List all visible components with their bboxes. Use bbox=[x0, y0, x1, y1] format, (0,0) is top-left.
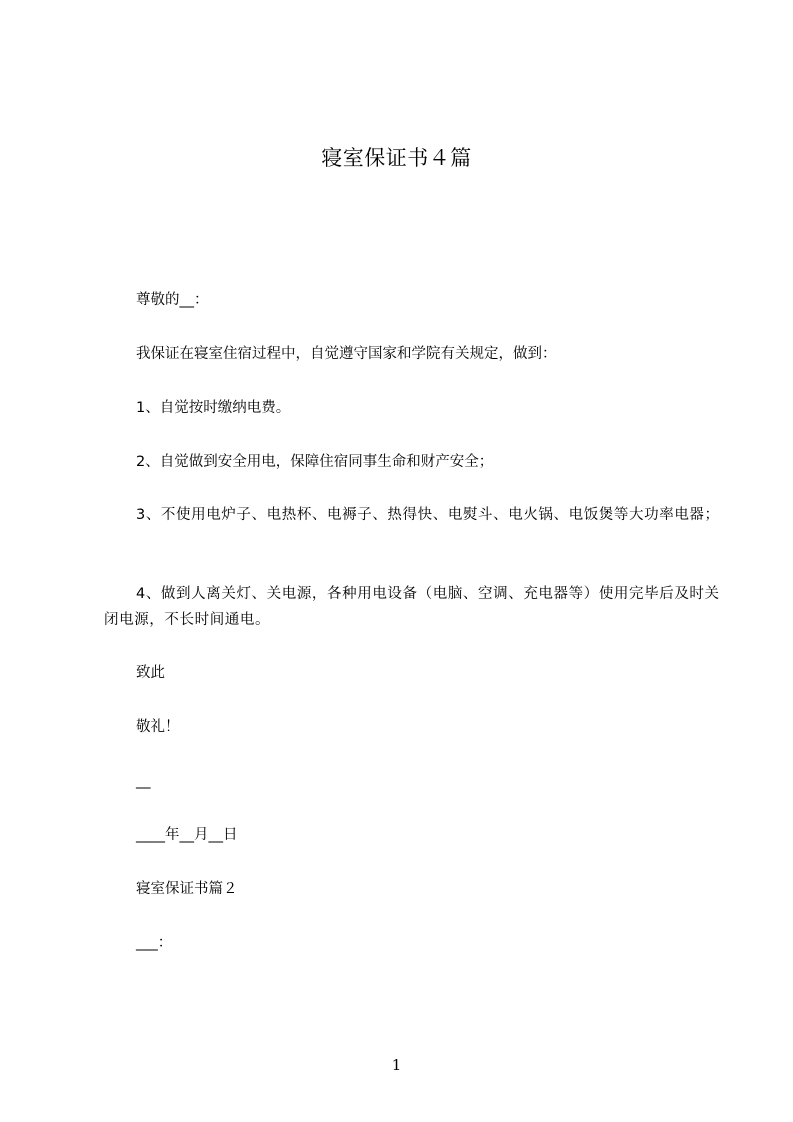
item-3: 3、不使用电炉子、电热杯、电褥子、热得快、电熨斗、电火锅、电饭煲等大功率电器； bbox=[136, 507, 720, 523]
date-line: ____年__月__日 bbox=[136, 827, 238, 843]
document-title: 寝室保证书４篇 bbox=[321, 146, 472, 170]
item-1: 1、自觉按时缴纳电费。 bbox=[136, 400, 291, 416]
section-heading-2: 寝室保证书篇２ bbox=[136, 881, 238, 897]
item-2: 2、自觉做到安全用电，保障住宿同事生命和财产安全； bbox=[136, 454, 494, 470]
intro-paragraph: 我保证在寝室住宿过程中，自觉遵守国家和学院有关规定，做到： bbox=[136, 346, 557, 362]
closing-line: 致此 bbox=[136, 665, 165, 681]
salutation-2: ___： bbox=[136, 935, 173, 951]
item-4: 4、做到人离关灯、关电源，各种用电设备（电脑、空调、充电器等）使用完毕后及时关闭电源，不长时间通电。 bbox=[104, 586, 720, 628]
regards-line: 敬礼！ bbox=[136, 719, 180, 735]
signature-blank: __ bbox=[136, 773, 151, 789]
page-number: 1 bbox=[391, 1056, 402, 1074]
salutation: 尊敬的__： bbox=[136, 292, 209, 308]
